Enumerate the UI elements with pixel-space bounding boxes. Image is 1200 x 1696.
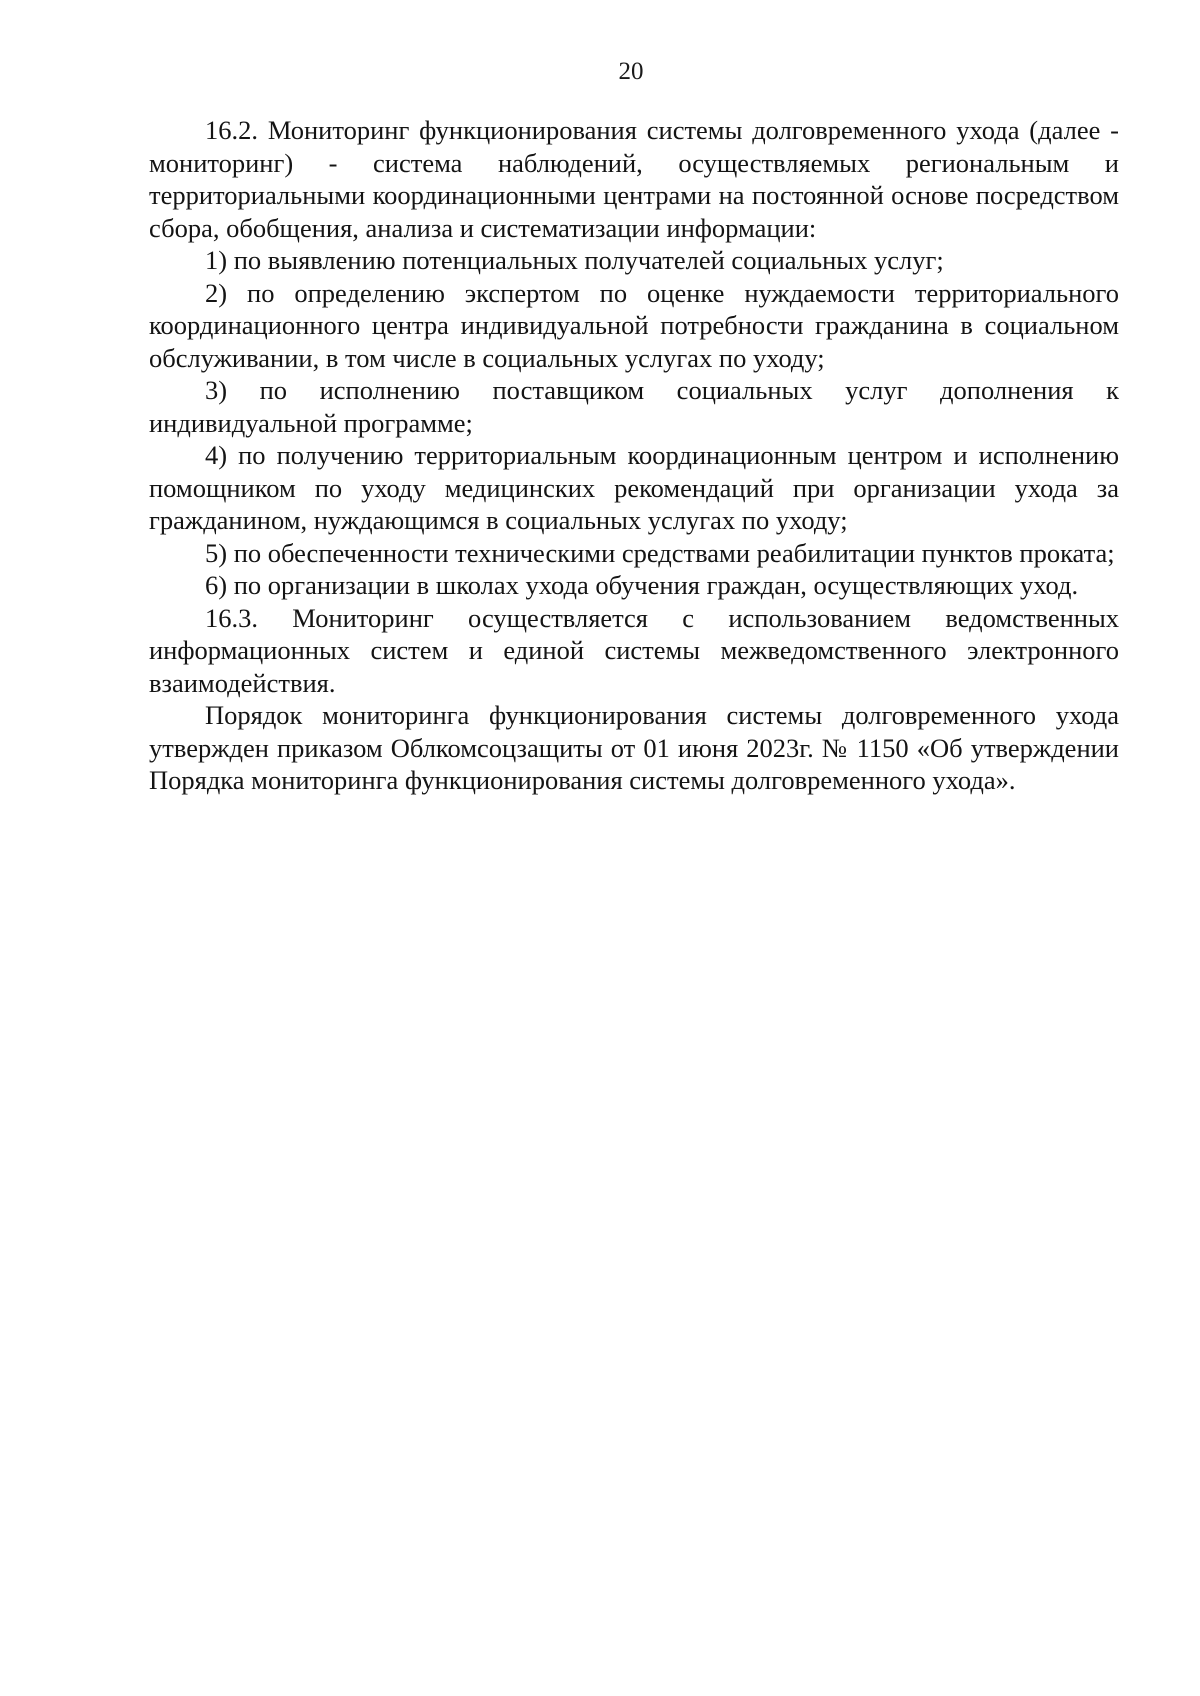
list-item-6: 6) по организации в школах ухода обучения граждан, осуществляющих уход. [205,570,1079,600]
page-number: 20 [618,58,644,85]
list-item-4: 4) по получению территориальным координационным центром и исполнению помощником по уходу медицинских рекомендаций при организации ухода за гражданином, нуждающимся в социальных услугах по уходу; [149,440,1119,535]
paragraph-16-3: 16.3. Мониторинг осуществляется с использованием ведомственных информационных систем и единой системы межведомственного электронного взаимодействия. [149,602,1119,698]
list-item-5: 5) по обеспеченности техническими средствами реабилитации пунктов проката; [205,537,1115,568]
document-body [149,114,1119,797]
paragraph-16-2: 16.2. Мониторинг функционирования системы долговременного ухода (далее - мониторинг) - система наблюдений, осуществляемых региональным и территориальными координационными центрами на постоянной основе посредством сбора, обобщения, анализа и систематизации информации: [149,115,1119,243]
list-item-1: 1) по выявлению потенциальных получателей социальных услуг; [205,245,944,275]
list-item-3: 3) по исполнению поставщиком социальных услуг дополнения к индивидуальной программе; [149,375,1119,438]
paragraph-order-approval: Порядок мониторинга функционирования системы долговременного ухода утвержден приказом Облкомсоцзащиты от 01 июня 2023г. № 1150 «Об утверждении Порядка мониторинга функционирования системы долговременного ухода». [149,700,1119,795]
list-item-2: 2) по определению экспертом по оценке нуждаемости территориального координационного центра индивидуальной потребности гражданина в социальном обслуживании, в том числе в социальных услугах по уходу; [149,277,1119,373]
